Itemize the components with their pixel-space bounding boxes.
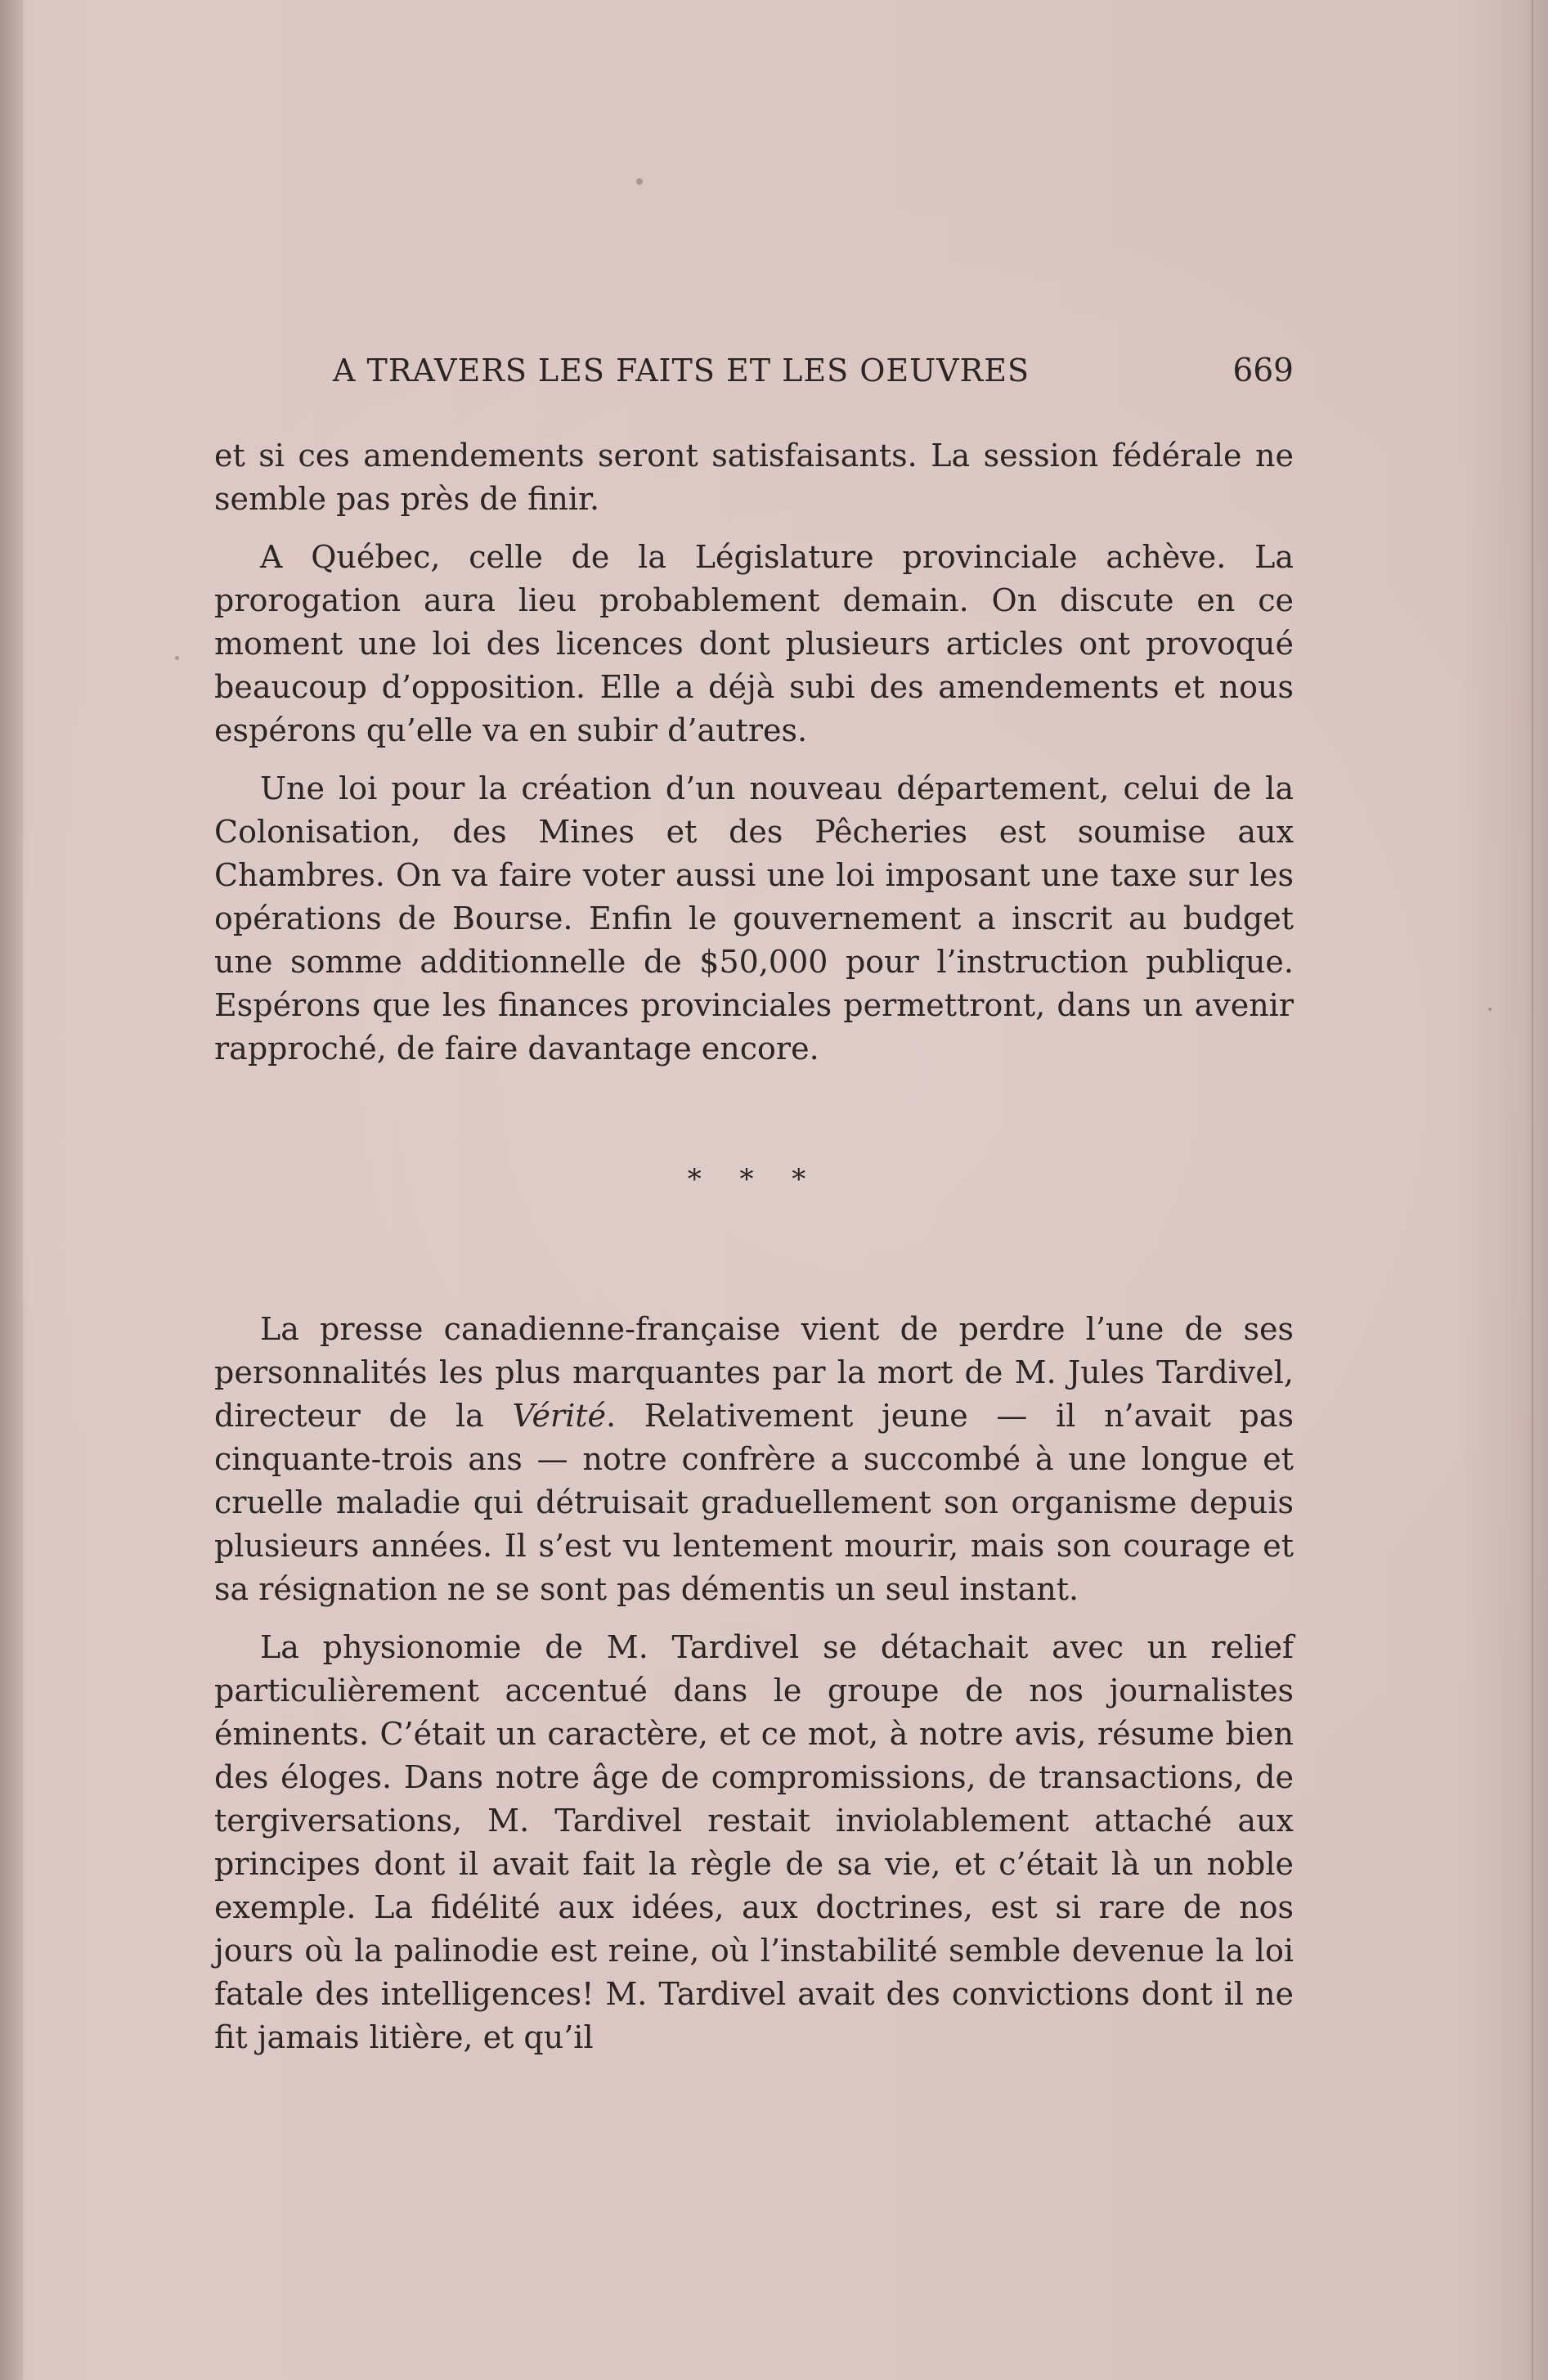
page-left-edge xyxy=(0,0,23,2380)
paragraph-text-after-italic: . Relativement jeune — il n’avait pas cinquante-trois ans — notre confrère a succombé à une longue et cruelle maladie qui détruisait graduellement son organisme depuis plusieurs années. Il s’est vu lentement mourir, mais son courage et sa résignation ne se sont pas démentis un seul instant. xyxy=(214,1398,1294,1607)
paragraph: Une loi pour la création d’un nouveau département, celui de la Colonisation, des Mines et des Pêcheries est soumise aux Chambres. On va faire voter aussi une loi imposant une taxe sur les opérations de Bourse. Enfin le gouvernement a inscrit au budget une somme additionnelle de $50,000 pour l’instruction publique. Espérons que les finances provinciales permettront, dans un avenir rapproché, de faire davantage encore. xyxy=(214,770,1294,1067)
running-header xyxy=(214,348,1294,405)
paper-speck xyxy=(636,178,643,185)
page-right-edge xyxy=(1532,0,1533,2380)
section-separator: * * * xyxy=(687,1163,821,1196)
paragraph: A Québec, celle de la Législature provinciale achève. La prorogation aura lieu probablement demain. On discute en ce moment une loi des licences dont plusieurs articles ont provoqué beaucoup d’opposition. Elle a déjà subi des amendements et nous espérons qu’elle va en subir d’autres. xyxy=(214,539,1294,748)
page-number: 669 xyxy=(1232,353,1294,389)
page-content xyxy=(214,348,1294,2106)
paragraph-text-before-italic: La presse canadienne-française vient de perdre l’une de ses personnalités les plus marquantes par la mort de M. Jules Tardivel, directeur de la xyxy=(214,1311,1294,1434)
paper-speck xyxy=(1488,1008,1492,1011)
article-body xyxy=(214,434,1294,2074)
running-title: A TRAVERS LES FAITS ET LES OEUVRES xyxy=(333,353,1030,388)
newspaper-title: Vérité xyxy=(512,1398,607,1434)
paragraph: et si ces amendements seront satisfaisants. La session fédérale ne semble pas près de finir. xyxy=(214,438,1294,517)
paragraph-tardivel-death xyxy=(214,1308,1294,1611)
paragraph: La physionomie de M. Tardivel se détachait avec un relief particulièrement accentué dans le groupe de nos journalistes éminents. C’était un caractère, et ce mot, à notre avis, résume bien des éloges. Dans notre âge de compromissions, de transactions, de tergiversations, M. Tardivel restait inviolablement attaché aux principes dont il avait fait la règle de sa vie, et c’était là un noble exemple. La fidélité aux idées, aux doctrines, est si rare de nos jours où la palinodie est reine, où l’instabilité semble devenue la loi fatale des intelligences! M. Tardivel avait des convictions dont il ne fit jamais litière, et qu’il xyxy=(214,1629,1294,2055)
paper-speck xyxy=(175,656,179,660)
